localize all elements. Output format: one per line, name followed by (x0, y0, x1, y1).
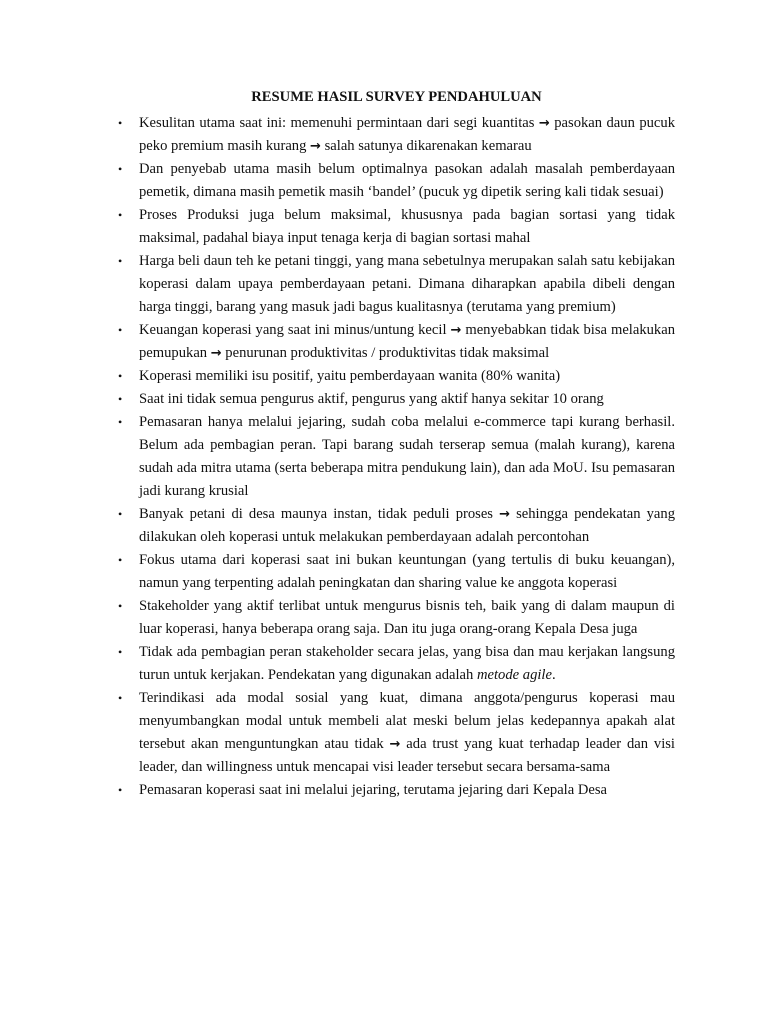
bullet-icon: • (118, 162, 123, 176)
arrow-right-icon: → (499, 507, 510, 522)
item-text: Fokus utama dari koperasi saat ini bukan keuntungan (yang tertulis di buku keuangan), namun yang terpenting adalah peningkatan dan sharing value ke anggota koperasi (139, 552, 675, 591)
list-item (118, 112, 675, 158)
list-item (118, 503, 675, 549)
item-text: Proses Produksi juga belum maksimal, khususnya pada bagian sortasi yang tidak maksimal, padahal biaya input tenaga kerja di bagian sortasi mahal (139, 207, 675, 246)
item-text: ada trust yang kuat terhadap leader dan visi leader, dan willingness untuk mencapai visi leader tersebut secara bersama-sama (139, 736, 675, 775)
list-item (118, 641, 675, 687)
bullet-icon: • (118, 254, 123, 268)
item-text: Saat ini tidak semua pengurus aktif, pengurus yang aktif hanya sekitar 10 orang (139, 391, 604, 407)
arrow-right-icon: → (538, 116, 550, 131)
item-text: pasokan daun pucuk peko premium masih kurang (139, 115, 675, 154)
bullet-icon: • (118, 116, 123, 130)
list-item (118, 411, 675, 503)
list-item (118, 687, 675, 779)
item-text: penurunan produktivitas / produktivitas tidak maksimal (221, 345, 550, 361)
item-text: sehingga pendekatan yang dilakukan oleh koperasi untuk melakukan pemberdayaan adalah percontohan (139, 506, 675, 545)
list-item (118, 388, 675, 411)
item-text: menyebabkan tidak bisa melakukan pemupukan (139, 322, 675, 361)
document-title: RESUME HASIL SURVEY PENDAHULUAN (251, 89, 542, 105)
arrow-right-icon: → (389, 737, 401, 752)
item-text-tail: . (551, 667, 556, 683)
bullet-icon: • (118, 369, 123, 383)
bullet-icon: • (118, 208, 123, 222)
item-text: Harga beli daun teh ke petani tinggi, yang mana sebetulnya merupakan salah satu kebijakan koperasi dalam upaya pemberdayaan petani. Dimana diharapkan apabila dibeli dengan harga tinggi, barang yang masuk jadi bagus kualitasnya (terutama yang premium) (139, 253, 675, 315)
list-item (118, 595, 675, 641)
bullet-icon: • (118, 415, 123, 429)
item-text: Kesulitan utama saat ini: memenuhi permintaan dari segi kuantitas (139, 115, 539, 131)
list-item (118, 549, 675, 595)
item-text: Keuangan koperasi yang saat ini minus/untung kecil (139, 322, 451, 338)
bullet-icon: • (118, 392, 123, 406)
item-emphasis: metode agile (476, 667, 552, 683)
arrow-right-icon: → (450, 323, 462, 338)
list-item (118, 779, 675, 802)
bullet-list (118, 112, 675, 802)
item-text: Koperasi memiliki isu positif, yaitu pemberdayaan wanita (80% wanita) (139, 368, 561, 384)
list-item (118, 250, 675, 319)
bullet-icon: • (118, 507, 123, 521)
list-item (118, 158, 675, 204)
bullet-icon: • (118, 599, 123, 613)
bullet-icon: • (118, 645, 123, 659)
item-text: Terindikasi ada modal sosial yang kuat, dimana anggota/pengurus koperasi mau menyumbangkan modal untuk membeli alat meski belum jelas kedepannya apakah alat tersebut akan menguntungkan atau tidak (139, 690, 675, 752)
list-item (118, 204, 675, 250)
item-text: Pemasaran koperasi saat ini melalui jejaring, terutama jejaring dari Kepala Desa (139, 782, 608, 798)
item-text: Stakeholder yang aktif terlibat untuk mengurus bisnis teh, baik yang di dalam maupun di luar koperasi, hanya beberapa orang saja. Dan itu juga orang-orang Kepala Desa juga (139, 598, 675, 637)
bullet-icon: • (118, 553, 123, 567)
item-text: salah satunya dikarenakan kemarau (320, 138, 532, 154)
item-text: Dan penyebab utama masih belum optimalnya pasokan adalah masalah pemberdayaan pemetik, dimana masih pemetik masih ‘bandel’ (pucuk yg dipetik sering kali tidak sesuai) (139, 161, 675, 200)
bullet-icon: • (118, 323, 123, 337)
item-text: Banyak petani di desa maunya instan, tidak peduli proses (139, 506, 500, 522)
bullet-icon: • (118, 783, 123, 797)
item-text: Pemasaran hanya melalui jejaring, sudah coba melalui e-commerce tapi kurang berhasil. Belum ada pembagian peran. Tapi barang sudah terserap semua (malah kurang), karena sudah ada mitra utama (serta beberapa mitra pendukung lain), dan ada MoU. Isu pemasaran jadi kurang krusial (139, 414, 675, 499)
bullet-icon: • (118, 691, 123, 705)
list-item (118, 365, 675, 388)
arrow-right-icon: → (310, 139, 321, 154)
list-item (118, 319, 675, 365)
arrow-right-icon: → (210, 346, 222, 361)
item-text: Tidak ada pembagian peran stakeholder secara jelas, yang bisa dan mau kerjakan langsung turun untuk kerjakan. Pendekatan yang digunakan adalah (139, 644, 675, 683)
